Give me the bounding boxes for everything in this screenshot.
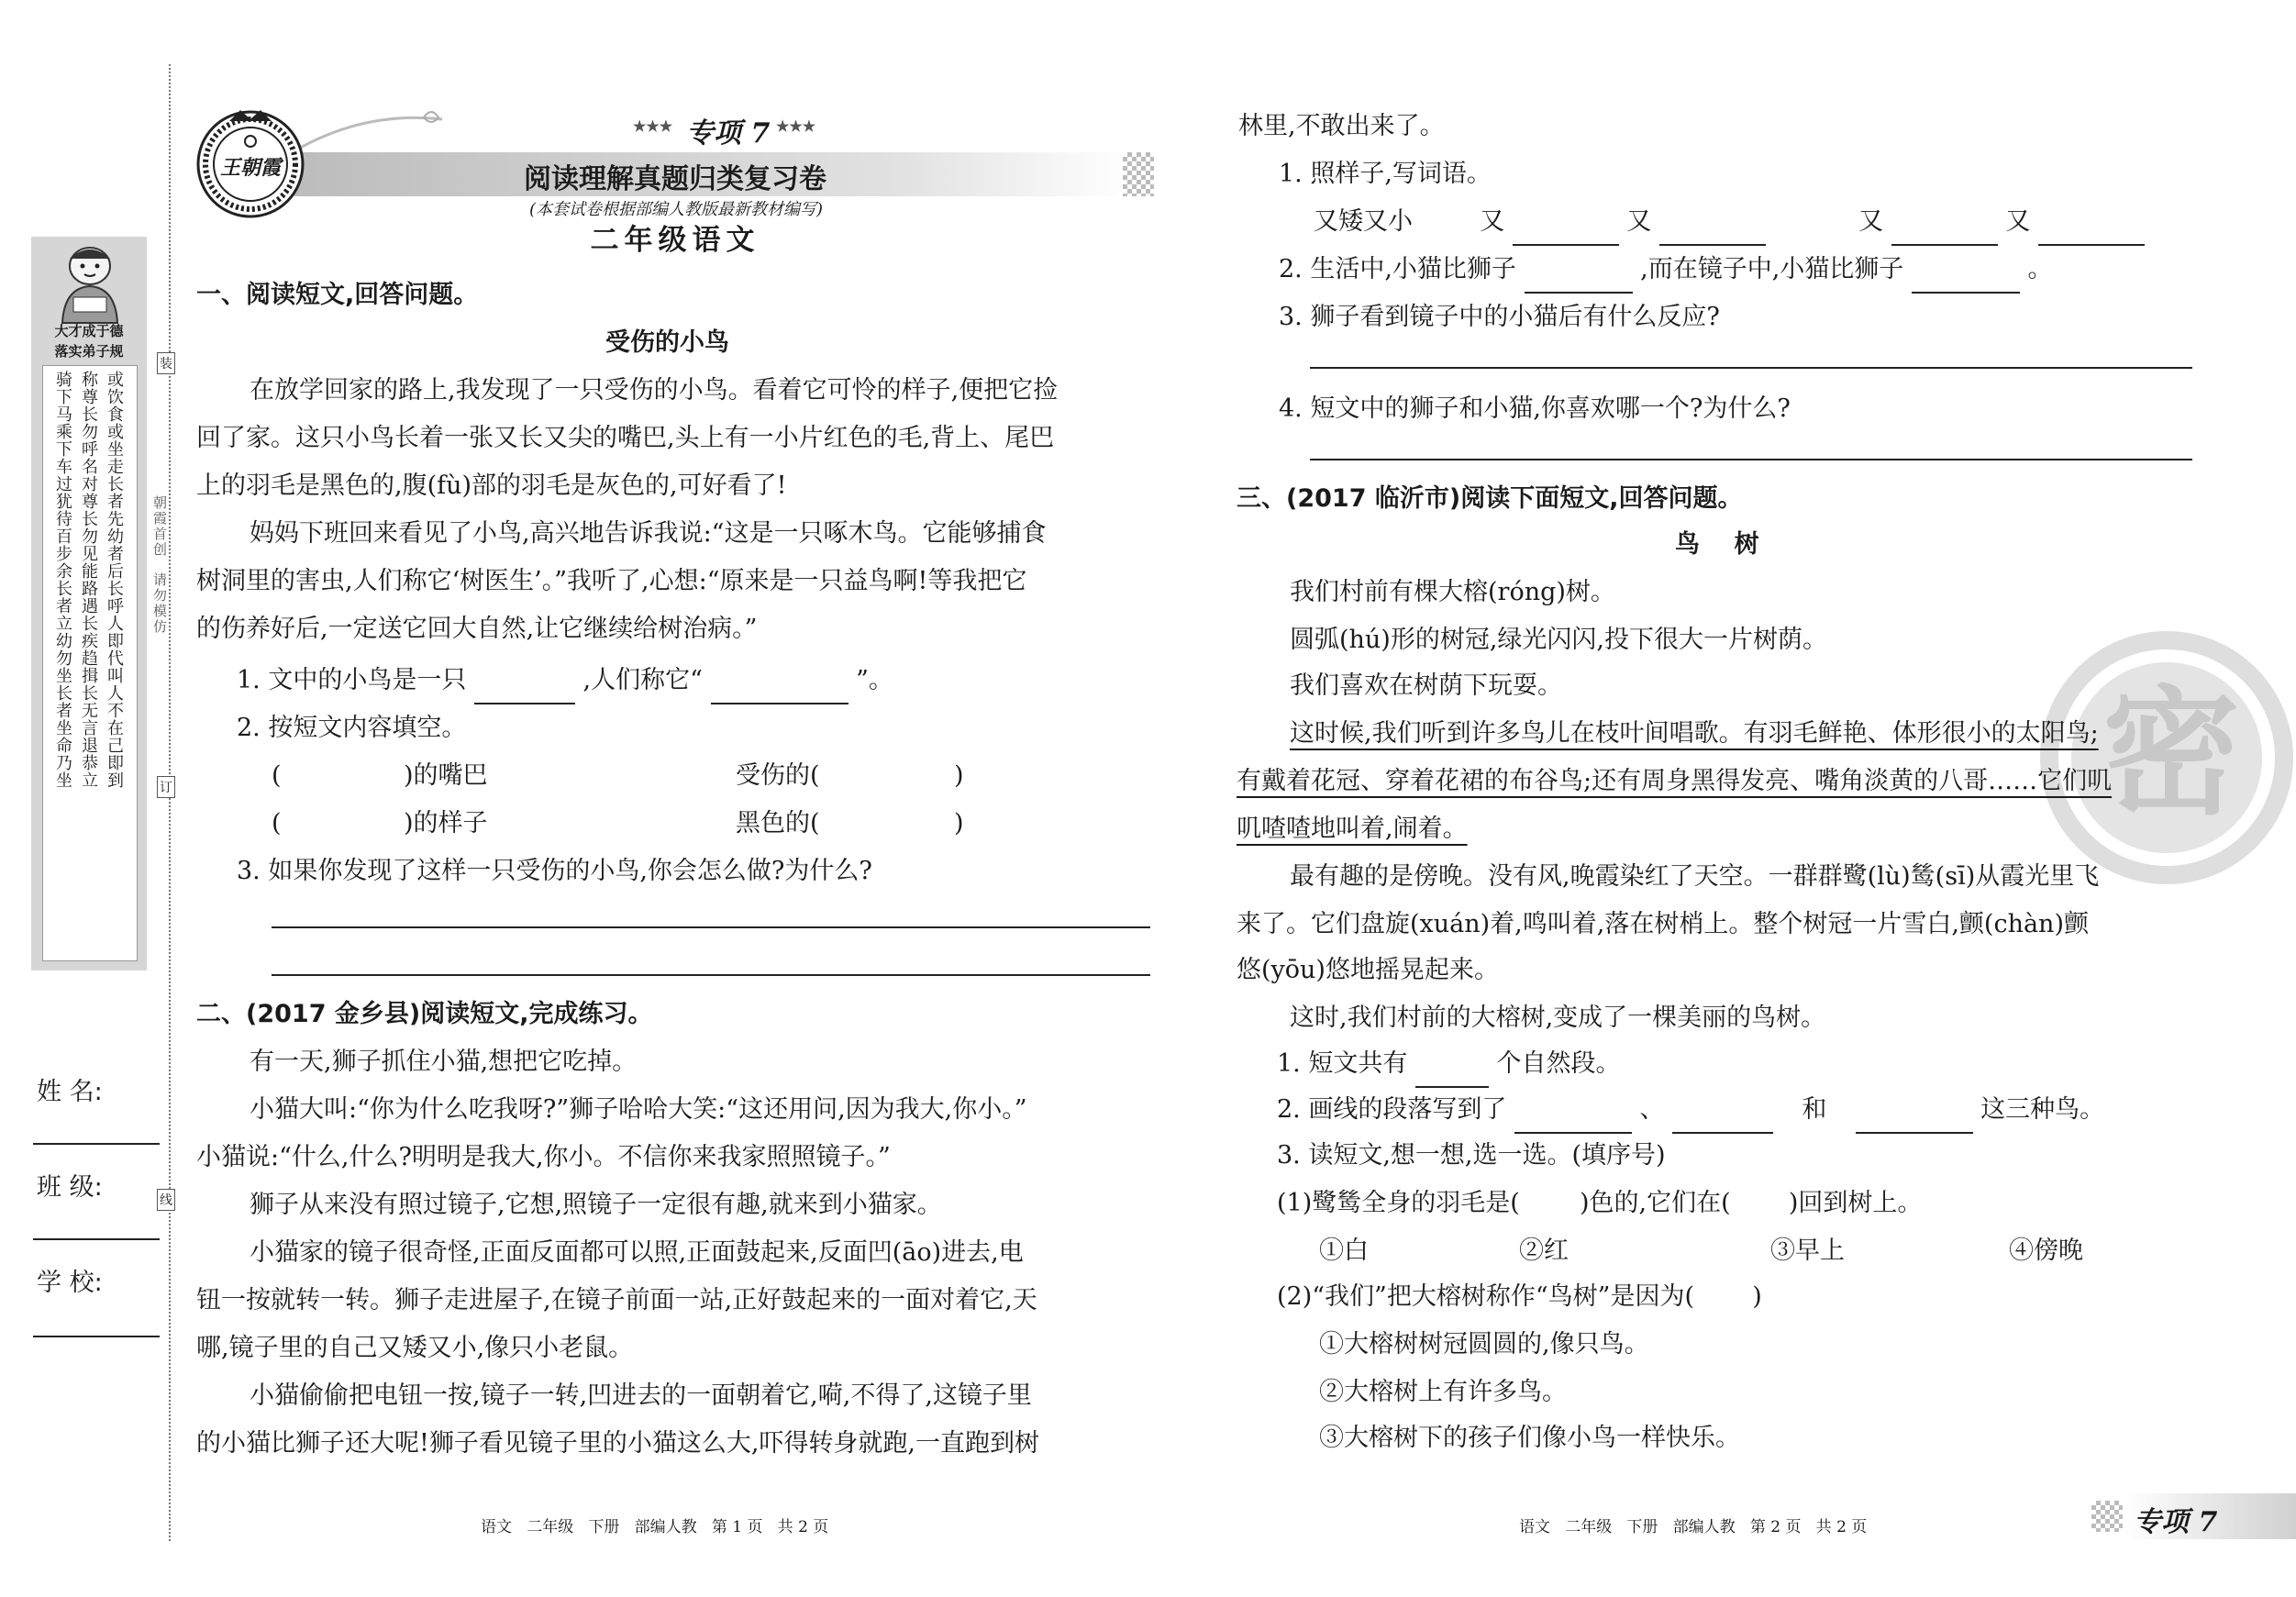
s2-q4-answer-line[interactable] (1310, 459, 2192, 460)
s2-q1-blank-3[interactable] (1891, 213, 1998, 246)
name-label: 姓 名: (37, 1078, 103, 1106)
story-1-line-3: 上的羽毛是黑色的,腹(fù)部的羽毛是灰色的,可好看了! (196, 471, 787, 500)
s2-q1-you-4: 又 (2005, 207, 2031, 236)
topic-stars-right: ★★★ (776, 117, 816, 135)
grade-subject: 二年级语文 (590, 224, 760, 257)
story-2-line-1: 有一天,狮子抓住小猫,想把它吃掉。 (250, 1048, 638, 1076)
s2-q1-you-2: 又 (1626, 207, 1652, 236)
question-1-1 (237, 657, 893, 704)
s3-q2-blank-1[interactable] (1514, 1101, 1632, 1134)
q1-text-b: ,人们称它“ (582, 666, 703, 694)
s2-question-2 (1279, 246, 2052, 294)
motto-bottom: 落实弟子规 (54, 343, 124, 360)
q2-row1-right: 受伤的( (736, 761, 820, 790)
q2-row2-left: )的样子 (404, 809, 488, 837)
s3-q1-text-b: 个自然段。 (1496, 1049, 1621, 1078)
s3-q3-1-option-1[interactable]: ①白 (1319, 1237, 1369, 1265)
story-2-line-9: 的小猫比狮子还大呢!狮子看见镜子里的小猫这么大,吓得转身就跑,一直跑到树 (196, 1429, 1040, 1458)
story-2-line-7: 哪,镜子里的自己又矮又小,像只小老鼠。 (196, 1334, 634, 1362)
s3-q3-1-text-a: (1)鹭鸶全身的羽毛是( (1277, 1189, 1520, 1217)
school-label: 学 校: (37, 1269, 103, 1297)
s2-q3-answer-line[interactable] (1310, 367, 2192, 369)
q1-blank-1[interactable] (474, 671, 575, 704)
story-3-title: 鸟 树 (1675, 530, 1759, 559)
section-1-title: 一、阅读短文,回答问题。 (196, 281, 479, 309)
motto-column-2: 称尊长勿呼名对尊长勿见能路遇长疾趋揖长无言退恭立 (79, 371, 98, 789)
q2-row2-right: 黑色的( (736, 809, 820, 837)
story-1-line-2: 回了家。这只小鸟长着一张又长又尖的嘴巴,头上有一小片红色的毛,背上、尾巴 (196, 424, 1055, 452)
binding-mark-3: 线 (157, 1189, 175, 1211)
binding-mark-1: 装 (157, 352, 175, 374)
s2-question-4: 4. 短文中的狮子和小猫,你喜欢哪一个?为什么? (1279, 394, 1791, 423)
class-label: 班 级: (37, 1173, 103, 1202)
header-checker (1123, 152, 1154, 196)
motto-column-3: 或饮食或坐走长者先幼者后长呼人即代叫人不在己即到 (105, 371, 124, 789)
section-3-title: 三、(2017 临沂市)阅读下面短文,回答问题。 (1237, 484, 1743, 513)
corner-tab-checker (2091, 1501, 2123, 1532)
answer-line-2[interactable] (272, 974, 1150, 976)
copyright-note-1: 朝霞首创 (151, 495, 168, 558)
s2-q1-blank-4[interactable] (2038, 213, 2145, 246)
q1-blank-2[interactable] (711, 671, 849, 704)
page-1-footer: 语文 二年级 下册 部编人教 第 1 页 共 2 页 (481, 1518, 829, 1536)
copyright-note-2: 请勿模仿 (151, 572, 168, 635)
s2-q1-row (1314, 198, 2145, 246)
exam-title: 阅读理解真题归类复习卷 (524, 163, 826, 195)
story-3-line-5: 来了。它们盘旋(xuán)着,鸣叫着,落在树梢上。整个树冠一片雪白,颤(chàn)颤 (1237, 910, 2089, 938)
motto-top: 大才成于德 (54, 323, 124, 339)
name-field[interactable] (33, 1143, 160, 1145)
s2-question-3: 3. 狮子看到镜子中的小猫后有什么反应? (1279, 303, 1720, 331)
story-2-end: 林里,不敢出来了。 (1238, 112, 1445, 140)
q2-row2-right-close: ) (954, 809, 964, 837)
s3-q2-text-b: 这三种鸟。 (1980, 1095, 2105, 1124)
story-3-line-2: 圆弧(hú)形的树冠,绿光闪闪,投下很大一片树荫。 (1290, 626, 1828, 654)
story-2-line-5: 小猫家的镜子很奇怪,正面反面都可以照,正面鼓起来,反面凹(āo)进去,电 (250, 1238, 1024, 1267)
story-2-line-4: 狮子从来没有照过镜子,它想,照镜子一定很有趣,就来到小猫家。 (250, 1191, 942, 1219)
story-3-line-1: 我们村前有棵大榕(róng)树。 (1290, 578, 1615, 606)
story-1-title: 受伤的小鸟 (605, 328, 729, 357)
q1-text-c: ”。 (856, 666, 893, 694)
exam-subtitle: (本套试卷根据部编人教版最新教材编写) (528, 200, 824, 219)
story-3-line-4: 最有趣的是傍晚。没有风,晚霞染红了天空。一群群鹭(lù)鸶(sī)从霞光里飞 (1290, 862, 2100, 891)
q1-text-a: 1. 文中的小鸟是一只 (237, 666, 467, 694)
s2-q1-blank-1[interactable] (1513, 213, 1619, 246)
s2-q2-blank-2[interactable] (1912, 261, 2020, 294)
q2-row1-left-open: ( (272, 761, 282, 790)
story-3-underlined-1: 这时候,我们听到许多鸟儿在枝叶间唱歌。有羽毛鲜艳、体形很小的太阳鸟; (1290, 719, 2099, 748)
story-1-line-6: 的伤养好后,一定送它回大自然,让它继续给树治病。” (196, 615, 758, 643)
s3-question-1 (1277, 1040, 1621, 1088)
s3-q3-1-text-c: )回到树上。 (1788, 1189, 1923, 1217)
topic-stars-left: ★★★ (633, 117, 673, 135)
s3-q3-part-2 (1277, 1273, 1762, 1321)
s3-q3-2-close: ) (1752, 1282, 1762, 1311)
story-1-line-4: 妈妈下班回来看见了小鸟,高兴地告诉我说:“这是一只啄木鸟。它能够捕食 (250, 519, 1047, 548)
school-field[interactable] (33, 1336, 160, 1337)
story-2-line-6: 钮一按就转一转。狮子走进屋子,在镜子前面一站,正好鼓起来的一面对着它,天 (196, 1286, 1037, 1314)
s2-q1-example: 又矮又小 (1314, 207, 1413, 236)
s2-q2-blank-1[interactable] (1525, 261, 1633, 294)
s2-q2-text-c: 。 (2027, 255, 2053, 283)
story-1-line-5: 树洞里的害虫,人们称它‘树医生’。”我听了,心想:“原来是一只益鸟啊!等我把它 (196, 567, 1027, 595)
story-3-line-3: 我们喜欢在树荫下玩耍。 (1290, 671, 1562, 700)
s3-q1-text-a: 1. 短文共有 (1277, 1049, 1408, 1078)
s3-q3-1-option-4[interactable]: ④傍晚 (2009, 1237, 2083, 1265)
corner-tab-label: 专项 7 (2134, 1506, 2218, 1538)
story-2-line-8: 小猫偷偷把电钮一按,镜子一转,凹进去的一面朝着它,嗬,不得了,这镜子里 (250, 1381, 1032, 1410)
s2-q2-text-a: 2. 生活中,小猫比狮子 (1279, 255, 1516, 283)
s3-q3-part-1 (1277, 1180, 1922, 1227)
question-1-3: 3. 如果你发现了这样一只受伤的小鸟,你会怎么做?为什么? (237, 857, 872, 885)
s3-q2-sep: 、 (1639, 1095, 1665, 1124)
story-1-line-1: 在放学回家的路上,我发现了一只受伤的小鸟。看着它可怜的样子,便把它捡 (250, 376, 1059, 405)
story-3-line-6: 悠(yōu)悠地摇晃起来。 (1237, 956, 1499, 984)
binding-mark-2: 订 (157, 776, 175, 798)
s3-q3-2-text: (2)“我们”把大榕树称作“鸟树”是因为( (1277, 1282, 1694, 1311)
question-1-2: 2. 按短文内容填空。 (237, 714, 467, 742)
watermark-seal-text: 密 (2102, 674, 2241, 834)
q2-row1-left: )的嘴巴 (404, 761, 488, 790)
s3-q3-2-option-2[interactable]: ②大榕树上有许多鸟。 (1319, 1378, 1567, 1406)
s3-q2-text-a: 2. 画线的段落写到了 (1277, 1095, 1507, 1124)
q2-row2-left-open: ( (272, 809, 282, 837)
s3-q3-2-option-1[interactable]: ①大榕树树冠圆圆的,像只鸟。 (1319, 1330, 1649, 1359)
story-3-underlined-3: 叽喳喳地叫着,闹着。 (1237, 815, 1468, 843)
story-2-line-3: 小猫说:“什么,什么?明明是我大,你小。不信你来我家照照镜子。” (196, 1143, 891, 1171)
student-mascot-icon (48, 244, 132, 328)
s2-q1-you-1: 又 (1480, 207, 1505, 236)
binding-dotted-line (169, 64, 171, 1541)
logo-wordmark: 王朝霞 (219, 156, 281, 180)
page-2-footer: 语文 二年级 下册 部编人教 第 2 页 共 2 页 (1519, 1518, 1868, 1536)
s3-q2-blank-3[interactable] (1856, 1101, 1973, 1134)
s2-q2-text-b: ,而在镜子中,小猫比狮子 (1640, 255, 1904, 283)
s3-q3-1-option-3[interactable]: ③早上 (1770, 1237, 1845, 1265)
topic-label: 专项 7 (686, 117, 771, 150)
s2-q1-you-3: 又 (1858, 207, 1884, 236)
q2-row1-right-close: ) (954, 761, 964, 790)
s3-q2-blank-2[interactable] (1672, 1101, 1773, 1134)
motto-column-1: 骑下马乘下车过犹待百步余长者立幼勿坐长者坐命乃坐 (53, 371, 72, 789)
story-3-underlined-2: 有戴着花冠、穿着花裙的布谷鸟;还有周身黑得发亮、嘴角淡黄的八哥……它们叽 (1237, 767, 2113, 795)
s3-q3-1-text-b: )色的,它们在( (1579, 1189, 1731, 1217)
class-field[interactable] (33, 1238, 160, 1240)
s2-question-1: 1. 照样子,写词语。 (1279, 160, 1492, 188)
answer-line-1[interactable] (272, 926, 1150, 928)
s3-question-3: 3. 读短文,想一想,选一选。(填序号) (1277, 1141, 1666, 1170)
story-3-line-7: 这时,我们村前的大榕树,变成了一棵美丽的鸟树。 (1290, 1004, 1826, 1032)
s3-q3-2-option-3[interactable]: ③大榕树下的孩子们像小鸟一样快乐。 (1319, 1424, 1740, 1452)
s3-q3-1-option-2[interactable]: ②红 (1519, 1237, 1569, 1265)
s3-question-2 (1277, 1086, 2104, 1134)
s3-q2-and: 和 (1802, 1095, 1827, 1124)
story-2-line-2: 小猫大叫:“你为什么吃我呀?”狮子哈哈大笑:“这还用问,因为我大,你小。” (250, 1095, 1027, 1124)
s3-q1-blank[interactable] (1415, 1055, 1489, 1088)
header-swoosh-icon (286, 101, 451, 169)
s2-q1-blank-2[interactable] (1659, 213, 1766, 246)
section-2-title: 二、(2017 金乡县)阅读短文,完成练习。 (196, 1000, 653, 1028)
